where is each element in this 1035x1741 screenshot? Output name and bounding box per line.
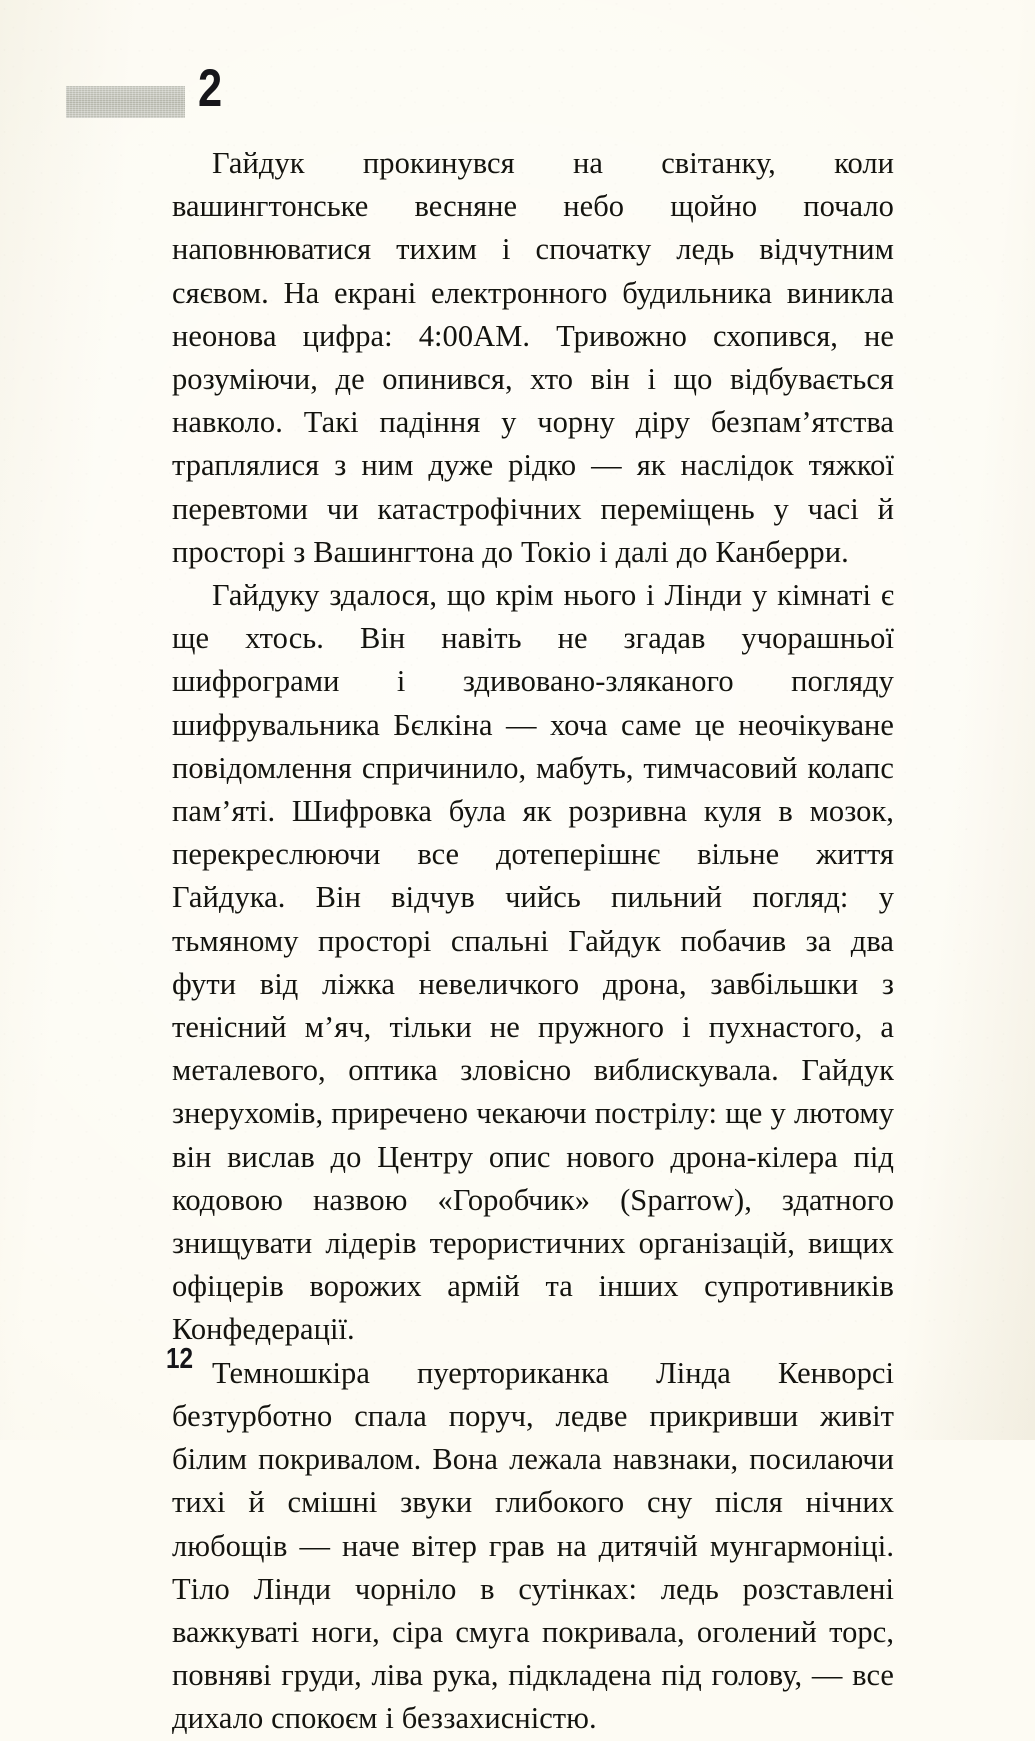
paragraph: Гайдук прокинувся на світанку, коли вашингтонське весняне небо щойно почало наповнюватися тихим і спочатку ледь відчутним сяєвом. На екрані електронного будильника виникла неонова цифра: 4:00AM. Тривожно схопився, не розуміючи, де опинився, хто він і що відбувається навколо. Такі падіння у чорну діру безпам’ятства траплялися з ним дуже рідко — як наслідок тяжкої перевтоми чи катастрофічних переміщень у часі й просторі з Вашингтона до Токіо і далі до Канберри. [172, 146, 894, 569]
body-text-column [172, 142, 894, 1741]
page-number: 12 [166, 1343, 194, 1375]
chapter-heading [66, 59, 896, 132]
paragraph: Гайдуку здалося, що крім нього і Лінди у кімнаті є ще хтось. Він навіть не згадав учорашньої шифрограми і здивовано-зляканого погляду шифрувальника Бєлкіна — хоча саме це неочікуване повідомлення спричинило, мабуть, тимчасовий колапс пам’яті. Шифровка була як розривна куля в мозок, перекреслюючи все дотеперішнє вільне життя Гайдука. Він відчув чийсь пильний погляд: у тьмяному просторі спальні Гайдук побачив за два фути від ліжка невеличкого дрона, завбільшки з тенісний м’яч, тільки не пружного і пухнастого, а металевого, оптика зловісно виблискувала. Гайдук знерухомів, приречено чекаючи пострілу: ще у лютому він вислав до Центру опис нового дрона-кілера під кодовою назвою «Горобчик» (Sparrow), здатного знищувати лідерів терористичних організацій, вищих офіцерів ворожих армій та інших супротивників Конфедерації. [172, 578, 894, 1347]
chapter-rule-bar [66, 86, 185, 118]
chapter-number: 2 [198, 59, 222, 118]
paragraph: Темношкіра пуерториканка Лінда Кенворсі безтурботно спала поруч, ледве прикривши живіт білим покривалом. Вона лежала навзнаки, посилаючи тихі й смішні звуки глибокого сну після нічних любощів — наче вітер грав на дитячій мунгармоніці. Тіло Лінди чорніло в сутінках: ледь розставлені важкуваті ноги, сіра смуга покривала, оголений торс, повняві груди, ліва рука, підкладена під голову, — все дихало спокоєм і беззахисністю. [172, 1355, 894, 1736]
